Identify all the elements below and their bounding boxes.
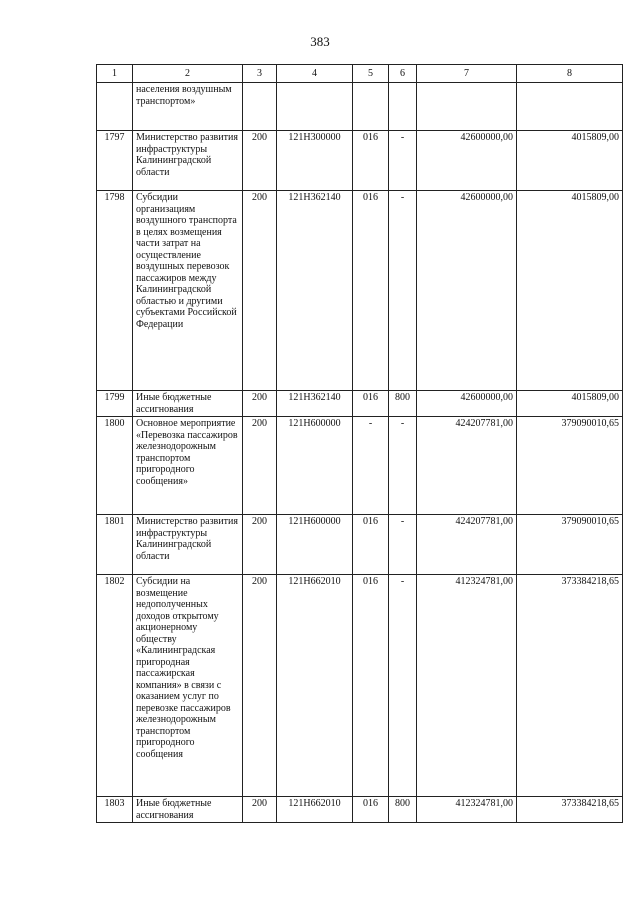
row-number xyxy=(97,83,133,131)
cell-col5: 016 xyxy=(353,797,389,823)
cell-col4: 121Н600000 xyxy=(277,417,353,515)
table-row xyxy=(97,191,623,391)
cell-col3: 200 xyxy=(243,391,277,417)
cell-col7: 424207781,00 xyxy=(417,417,517,515)
cell-col4: 121Н662010 xyxy=(277,797,353,823)
cell-col6: 800 xyxy=(389,391,417,417)
cell-col7: 42600000,00 xyxy=(417,391,517,417)
cell-col3 xyxy=(243,83,277,131)
row-number: 1802 xyxy=(97,575,133,797)
table-row xyxy=(97,575,623,797)
row-name: Субсидии организациям воздушного транспорта в целях возмещения части затрат на осуществление воздушных перевозок пассажиров между Калининградской областью и другими субъектами Российской Федерации xyxy=(133,191,243,391)
table-row xyxy=(97,417,623,515)
cell-col5: 016 xyxy=(353,575,389,797)
cell-col6 xyxy=(389,83,417,131)
row-name: Иные бюджетные ассигнования xyxy=(133,391,243,417)
cell-col7 xyxy=(417,83,517,131)
row-name: Субсидии на возмещение недополученных доходов открытому акционерному обществу «Калининградская пригородная пассажирская компания» в связи с оказанием услуг по перевозке пассажиров железнодорожным транспортом пригородного сообщения xyxy=(133,575,243,797)
cell-col4 xyxy=(277,83,353,131)
table-row xyxy=(97,391,623,417)
row-number: 1800 xyxy=(97,417,133,515)
table-row xyxy=(97,797,623,823)
cell-col7: 412324781,00 xyxy=(417,575,517,797)
cell-col8: 373384218,65 xyxy=(517,797,623,823)
cell-col3: 200 xyxy=(243,575,277,797)
cell-col5: 016 xyxy=(353,131,389,191)
header-cell: 8 xyxy=(517,65,623,83)
cell-col8: 4015809,00 xyxy=(517,191,623,391)
row-number: 1803 xyxy=(97,797,133,823)
cell-col4: 121Н300000 xyxy=(277,131,353,191)
cell-col8 xyxy=(517,83,623,131)
cell-col3: 200 xyxy=(243,515,277,575)
table-row xyxy=(97,515,623,575)
cell-col5: 016 xyxy=(353,191,389,391)
cell-col3: 200 xyxy=(243,797,277,823)
cell-col8: 379090010,65 xyxy=(517,515,623,575)
cell-col3: 200 xyxy=(243,131,277,191)
cell-col6: 800 xyxy=(389,797,417,823)
row-number: 1801 xyxy=(97,515,133,575)
cell-col3: 200 xyxy=(243,417,277,515)
header-cell: 4 xyxy=(277,65,353,83)
cell-col7: 424207781,00 xyxy=(417,515,517,575)
page-number: 383 xyxy=(310,34,330,49)
cell-col7: 412324781,00 xyxy=(417,797,517,823)
header-cell: 5 xyxy=(353,65,389,83)
cell-col7: 42600000,00 xyxy=(417,131,517,191)
header-cell: 7 xyxy=(417,65,517,83)
row-name: Иные бюджетные ассигнования xyxy=(133,797,243,823)
cell-col6: - xyxy=(389,417,417,515)
cell-col8: 379090010,65 xyxy=(517,417,623,515)
header-row xyxy=(97,65,623,83)
row-number: 1797 xyxy=(97,131,133,191)
cell-col7: 42600000,00 xyxy=(417,191,517,391)
budget-table xyxy=(96,64,623,823)
cell-col8: 4015809,00 xyxy=(517,131,623,191)
cell-col3: 200 xyxy=(243,191,277,391)
row-name: Министерство развития инфраструктуры Калининградской области xyxy=(133,515,243,575)
header-cell: 6 xyxy=(389,65,417,83)
cell-col6: - xyxy=(389,575,417,797)
cell-col4: 121Н362140 xyxy=(277,191,353,391)
row-name: Министерство развития инфраструктуры Калининградской области xyxy=(133,131,243,191)
cell-col6: - xyxy=(389,131,417,191)
row-name: населения воздушным транспортом» xyxy=(133,83,243,131)
cell-col8: 373384218,65 xyxy=(517,575,623,797)
cell-col5 xyxy=(353,83,389,131)
cell-col6: - xyxy=(389,191,417,391)
cell-col4: 121Н662010 xyxy=(277,575,353,797)
cell-col5: - xyxy=(353,417,389,515)
row-name: Основное мероприятие «Перевозка пассажиров железнодорожным транспортом пригородного сообщения» xyxy=(133,417,243,515)
cell-col8: 4015809,00 xyxy=(517,391,623,417)
cell-col5: 016 xyxy=(353,515,389,575)
header-cell: 3 xyxy=(243,65,277,83)
cell-col5: 016 xyxy=(353,391,389,417)
cell-col4: 121Н362140 xyxy=(277,391,353,417)
cell-col4: 121Н600000 xyxy=(277,515,353,575)
row-number: 1798 xyxy=(97,191,133,391)
cell-col6: - xyxy=(389,515,417,575)
header-cell: 1 xyxy=(97,65,133,83)
table-row xyxy=(97,131,623,191)
table-row xyxy=(97,83,623,131)
header-cell: 2 xyxy=(133,65,243,83)
row-number: 1799 xyxy=(97,391,133,417)
